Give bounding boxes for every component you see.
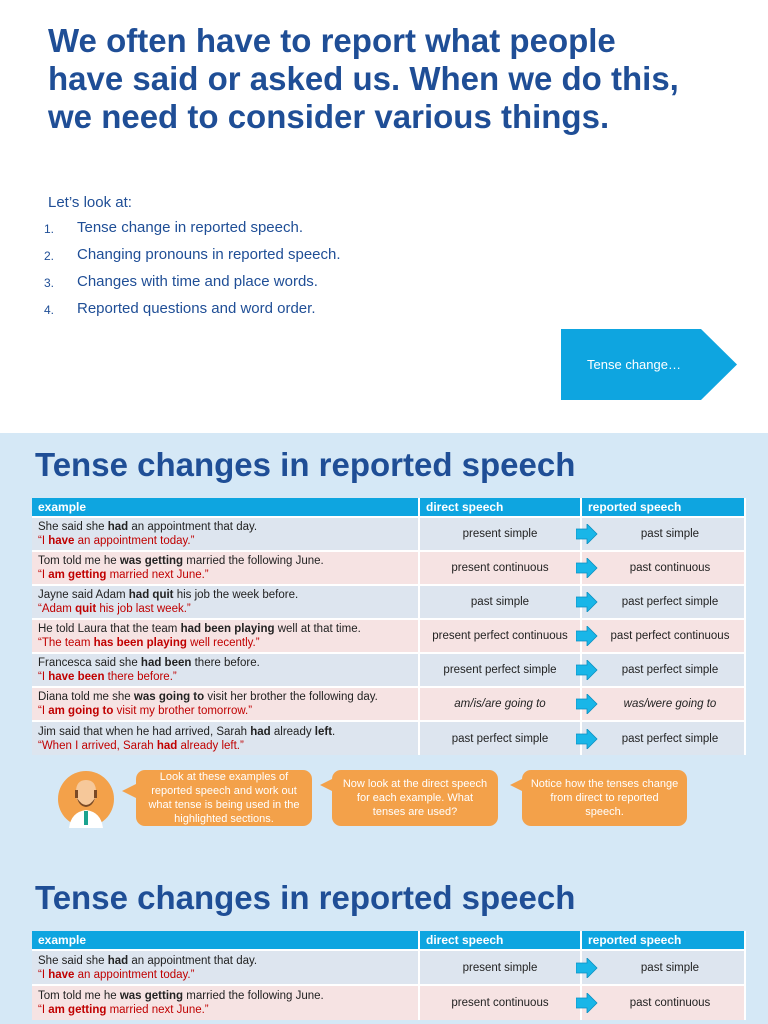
example-sentence [38,554,412,568]
example-sentence [38,588,412,602]
slide-title: Tense changes in reported speech [35,446,576,483]
reported-speech-cell [581,721,745,755]
text-fragment: Francesca said she [38,657,141,669]
reported-speech-cell [581,653,745,687]
reported-speech-cell [581,687,745,721]
direct-speech-cell: present continuous [419,551,581,585]
example-sentence [38,954,412,968]
text-fragment: Tom told me he [38,555,120,567]
direct-speech-cell: am/is/are going to [419,687,581,721]
table-row [32,585,745,619]
table-row [32,619,745,653]
right-arrow-icon [576,694,598,714]
text-fragment: well recently.” [186,637,260,649]
example-cell [32,619,419,653]
reported-speech-cell [581,619,745,653]
text-fragment: She said she [38,954,108,967]
tense-table [32,931,746,1020]
text-fragment: “I [38,535,49,547]
text-fragment: . [332,725,336,738]
example-sentence [38,520,412,534]
example-sentence [38,989,412,1003]
text-fragment: “The team [38,637,94,649]
text-fragment: already [270,725,315,738]
highlighted-verb: had been playing [180,623,275,635]
table-row [32,687,745,721]
highlighted-verb: was getting [119,990,184,1002]
table-row [32,551,745,585]
right-arrow-icon [576,524,598,544]
reported-speech-cell [581,551,745,585]
text-fragment: He told Laura that the team [38,623,181,635]
right-arrow-icon [576,626,598,646]
example-cell [32,517,419,551]
right-arrow-icon [576,558,598,578]
text-fragment: already left.” [177,739,244,752]
list-item: 1. Tense change in reported speech. [44,219,303,236]
reported-tense: past continuous [629,562,711,574]
text-fragment: married next June.” [106,569,209,581]
direct-speech-cell: present simple [419,950,581,985]
highlighted-verb: had [107,521,129,533]
reported-speech-cell [581,517,745,551]
direct-speech-cell: present continuous [419,985,581,1020]
highlighted-verb: had [107,954,129,967]
intro-lead: Let’s look at: [48,194,132,211]
reported-tense: past perfect simple [621,664,719,676]
text-fragment: “I [38,671,49,683]
text-fragment: She said she [38,521,108,533]
example-cell [32,551,419,585]
header-reported-speech: reported speech [581,931,745,950]
highlighted-verb: had quit [128,589,174,601]
highlighted-verb: am going to [48,705,114,717]
text-fragment: there before. [191,657,260,669]
tense-change-label: Tense change… [587,357,681,372]
right-arrow-icon [576,958,598,978]
list-item: 4. Reported questions and word order. [44,300,316,317]
list-item: 3. Changes with time and place words. [44,273,318,290]
reported-tense: past perfect simple [621,596,719,608]
direct-quote [38,968,412,982]
table-row [32,517,745,551]
text-fragment: Jayne said Adam [38,589,129,601]
text-fragment: visit my brother tomorrow.” [113,705,253,717]
right-arrow-icon [576,592,598,612]
direct-quote [38,704,412,718]
speech-bubble: Now look at the direct speech for each example. What tenses are used? [332,770,498,826]
text-fragment: married the following June. [183,990,324,1002]
direct-quote [38,670,412,684]
highlighted-verb: have [48,968,75,981]
reported-speech-cell [581,585,745,619]
example-cell [32,653,419,687]
text-fragment: there before.” [104,671,177,683]
text-fragment: well at that time. [274,623,361,635]
direct-quote [38,636,412,650]
text-fragment: his job last week.” [96,603,191,615]
highlighted-verb: am getting [48,1004,107,1016]
direct-quote [38,739,412,753]
direct-quote [38,568,412,582]
highlighted-verb: had been [140,657,192,669]
example-sentence [38,622,412,636]
direct-quote [38,534,412,548]
slide-title: Tense changes in reported speech [35,879,576,916]
header-example: example [32,498,419,517]
right-arrow-icon [576,729,598,749]
tense-table [32,498,746,755]
tense-change-button[interactable] [561,329,737,400]
speech-bubble: Look at these examples of reported speech and work out what tense is being used in the highlighted sections. [136,770,312,826]
text-fragment: “I [38,1004,49,1016]
reported-tense: was/were going to [623,698,717,710]
text-fragment: married the following June. [183,555,324,567]
text-fragment: “I [38,968,49,981]
text-fragment: Diana told me she [38,691,134,703]
example-sentence [38,690,412,704]
highlighted-verb: was getting [119,555,184,567]
highlighted-verb: had [156,739,178,752]
text-fragment: “Adam [38,603,76,615]
list-item: 2. Changing pronouns in reported speech. [44,246,341,263]
teacher-avatar-icon [57,770,117,828]
text-fragment: an appointment that day. [128,954,258,967]
direct-speech-cell: present perfect simple [419,653,581,687]
intro-slide [0,0,768,433]
text-fragment: “I [38,569,49,581]
direct-quote [38,1003,412,1017]
example-sentence [38,725,412,739]
header-direct-speech: direct speech [419,498,581,517]
example-cell [32,585,419,619]
highlighted-verb: have been [48,671,105,683]
table-row [32,721,745,755]
topic-list [44,219,341,327]
table-row [32,985,745,1020]
intro-heading: We often have to report what people have said or asked us. When we do this, we need to consider various things. [48,22,679,135]
reported-tense: past continuous [629,997,711,1009]
right-arrow-icon [576,660,598,680]
highlighted-verb: quit [75,603,97,615]
highlighted-verb: had [250,725,271,738]
example-cell [32,950,419,985]
direct-speech-cell: present simple [419,517,581,551]
direct-speech-cell: past simple [419,585,581,619]
example-sentence [38,656,412,670]
text-fragment: visit her brother the following day. [204,691,378,703]
table-row [32,653,745,687]
direct-quote [38,602,412,616]
text-fragment: “I [38,705,49,717]
example-cell [32,687,419,721]
highlighted-verb: has been playing [93,637,187,649]
highlighted-verb: was going to [133,691,205,703]
highlighted-verb: left [314,725,333,738]
text-fragment: his job the week before. [173,589,299,601]
text-fragment: “When I arrived, Sarah [38,739,157,752]
text-fragment: Jim said that when he had arrived, Sarah [38,725,251,738]
example-cell [32,721,419,755]
speech-bubble: Notice how the tenses change from direct to reported speech. [522,770,687,826]
reported-tense: past perfect simple [621,732,719,745]
header-example: example [32,931,419,950]
reported-tense: past simple [640,961,700,974]
example-cell [32,985,419,1020]
direct-speech-cell: past perfect simple [419,721,581,755]
reported-tense: past perfect continuous [610,630,730,642]
direct-speech-cell: present perfect continuous [419,619,581,653]
table-row [32,950,745,985]
text-fragment: an appointment today.” [74,535,195,547]
text-fragment: Tom told me he [38,990,120,1002]
highlighted-verb: am getting [48,569,107,581]
header-direct-speech: direct speech [419,931,581,950]
text-fragment: married next June.” [106,1004,209,1016]
reported-speech-cell [581,950,745,985]
text-fragment: an appointment that day. [128,521,258,533]
right-arrow-icon [576,993,598,1013]
reported-tense: past simple [640,528,700,540]
text-fragment: an appointment today.” [74,968,195,981]
reported-speech-cell [581,985,745,1020]
header-reported-speech: reported speech [581,498,745,517]
highlighted-verb: have [48,535,75,547]
